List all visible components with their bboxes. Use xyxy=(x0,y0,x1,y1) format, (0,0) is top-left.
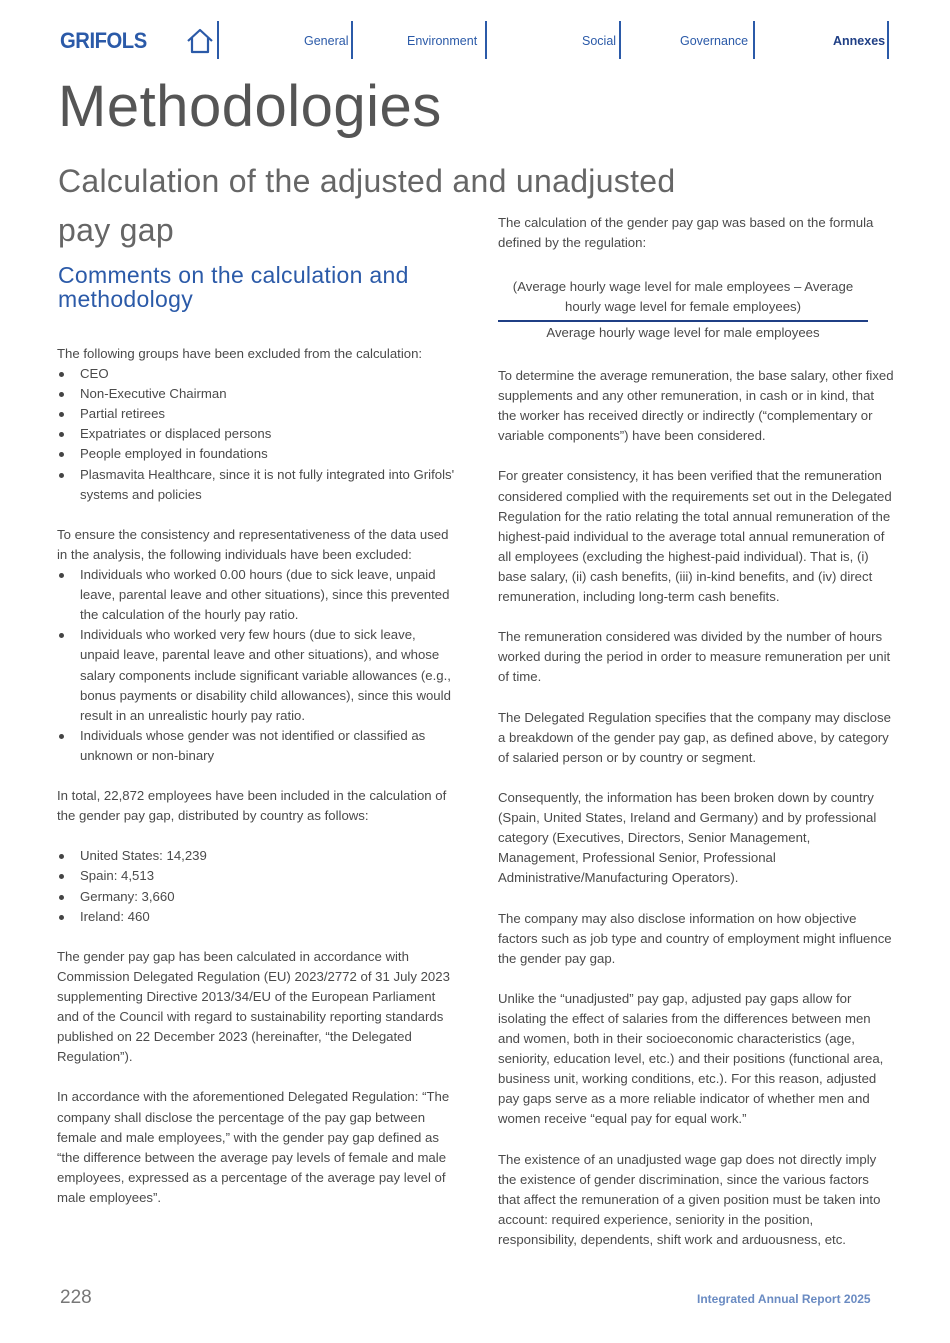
list-item: Individuals who worked 0.00 hours (due to sick leave, unpaid leave, parental leave and other situations), since this prevented the calculation of the hourly pay ratio. xyxy=(57,565,457,625)
page-number: 228 xyxy=(60,1287,92,1308)
nav-divider xyxy=(217,21,219,59)
excluded-individuals-list xyxy=(57,565,457,766)
nav-governance[interactable]: Governance xyxy=(680,34,749,48)
list-item: CEO xyxy=(57,364,457,384)
list-item: Individuals whose gender was not identified or classified as unknown or non-binary xyxy=(57,726,457,766)
nav-divider xyxy=(753,21,755,59)
list-item: Germany: 3,660 xyxy=(57,887,457,907)
nav-general[interactable]: General xyxy=(304,34,349,48)
paragraph: To determine the average remuneration, the base salary, other fixed supplements and any other remuneration, in cash or in kind, that the worker has received directly or indirectly (“complementary or variable components”) have been considered. xyxy=(498,368,894,444)
paragraph: The remuneration considered was divided by the number of hours worked during the period in order to measure remuneration per unit of time. xyxy=(498,629,891,685)
list-item: United States: 14,239 xyxy=(57,846,457,866)
left-column xyxy=(57,344,457,1208)
excluded-groups-list xyxy=(57,364,457,505)
list-item: Partial retirees xyxy=(57,404,457,424)
paragraph: For greater consistency, it has been verified that the remuneration considered complied with the requirements set out in the Delegated Regulation for the ratio relating the total annual remuneration of the highest-paid individual to the average total annual remuneration of all employees (excluding the highest-paid individual). That is, (i) base salary, (ii) cash benefits, (iii) in-kind benefits, and (iv) direct remuneration, including long-term cash benefits. xyxy=(498,468,892,605)
nav-annexes[interactable]: Annexes xyxy=(833,34,886,48)
paragraph: The calculation of the gender pay gap was based on the formula defined by the regulation: xyxy=(498,215,874,251)
list-item: Ireland: 460 xyxy=(57,907,457,927)
section-title-line-1: Calculation of the adjusted and unadjusted xyxy=(58,163,676,199)
right-column xyxy=(498,366,894,1250)
formula-denominator: Average hourly wage level for male employees xyxy=(546,325,820,341)
paragraph: The following groups have been excluded from the calculation: xyxy=(57,346,423,361)
list-item: Non-Executive Chairman xyxy=(57,384,457,404)
list-item: Plasmavita Healthcare, since it is not fully integrated into Grifols' systems and policies xyxy=(57,465,457,505)
list-item: Expatriates or displaced persons xyxy=(57,424,457,444)
paragraph: In total, 22,872 employees have been included in the calculation of the gender pay gap, distributed by country as follows: xyxy=(57,788,447,824)
report-title: Integrated Annual Report 2025 xyxy=(697,1292,871,1306)
list-item: Spain: 4,513 xyxy=(57,866,457,886)
subsection-heading: Comments on the calculation and methodology xyxy=(58,262,409,312)
nav-divider xyxy=(351,21,353,59)
paragraph: The company may also disclose information on how objective factors such as job type and country of employment might influence the gender pay gap. xyxy=(498,910,892,966)
nav-environment[interactable]: Environment xyxy=(407,34,478,48)
right-column-intro xyxy=(498,213,894,253)
page-title: Methodologies xyxy=(58,74,442,139)
nav-social[interactable]: Social xyxy=(582,34,617,48)
section-title-line-2: pay gap xyxy=(58,212,174,248)
paragraph: The gender pay gap has been calculated in accordance with Commission Delegated Regulation (EU) 2023/2772 of 31 July 2023 supplementing Directive 2013/34/EU of the European Parliament and of the Council with regard to sustainability reporting standards published on 22 December 2023 (hereinafter, “the Delegated Regulation”). xyxy=(57,948,450,1065)
country-distribution-list xyxy=(57,846,457,926)
nav-divider xyxy=(887,21,889,59)
grifols-logo[interactable]: GRIFOLS xyxy=(60,28,147,53)
nav-divider xyxy=(485,21,487,59)
paragraph: The existence of an unadjusted wage gap does not directly imply the existence of gender discrimination, since the various factors that affect the remuneration of a given position must be taken into account: required experience, seniority in the position, responsibility, dependents, shift work and arduousness, etc. xyxy=(498,1151,881,1248)
paragraph: In accordance with the aforementioned Delegated Regulation: “The company shall disclose the percentage of the pay gap between female and male employees,” with the gender pay gap defined as “the difference between the average pay levels of female and male employees, expressed as a percentage of the average pay level of male employees”. xyxy=(57,1089,450,1205)
list-item: Individuals who worked very few hours (due to sick leave, unpaid leave, parental leave and other situations), and whose salary components include significant variable allowances (e.g., bonus payments or disability child allowances), since this would result in an unrealistic hourly pay ratio. xyxy=(57,625,457,725)
list-item: People employed in foundations xyxy=(57,444,457,464)
paragraph: Consequently, the information has been broken down by country (Spain, United States, Ireland and Germany) and by professional category (Executives, Directors, Senior Management, Management, Professional Senior, Professional Administrative/Manufacturing Operators). xyxy=(498,789,877,886)
pay-gap-formula xyxy=(498,277,868,343)
paragraph: The Delegated Regulation specifies that the company may disclose a breakdown of the gender pay gap, as defined above, by category of salaried person or by country or segment. xyxy=(498,709,891,765)
formula-numerator: (Average hourly wage level for male employees – Average hourly wage level for female employees) xyxy=(498,277,868,322)
paragraph: Unlike the “unadjusted” pay gap, adjusted pay gaps allow for isolating the effect of salaries from the differences between men and women, both in their socioeconomic characteristics (age, seniority, education level, etc.) and their positions (functional area, business unit, working conditions, etc.). For this reason, adjusted pay gaps serve as a more reliable indicator of whether men and women receive “equal pay for equal work.” xyxy=(498,990,884,1127)
home-icon[interactable] xyxy=(185,27,215,55)
nav-divider xyxy=(619,21,621,59)
paragraph: To ensure the consistency and representativeness of the data used in the analysis, the following individuals have been excluded: xyxy=(57,526,449,562)
